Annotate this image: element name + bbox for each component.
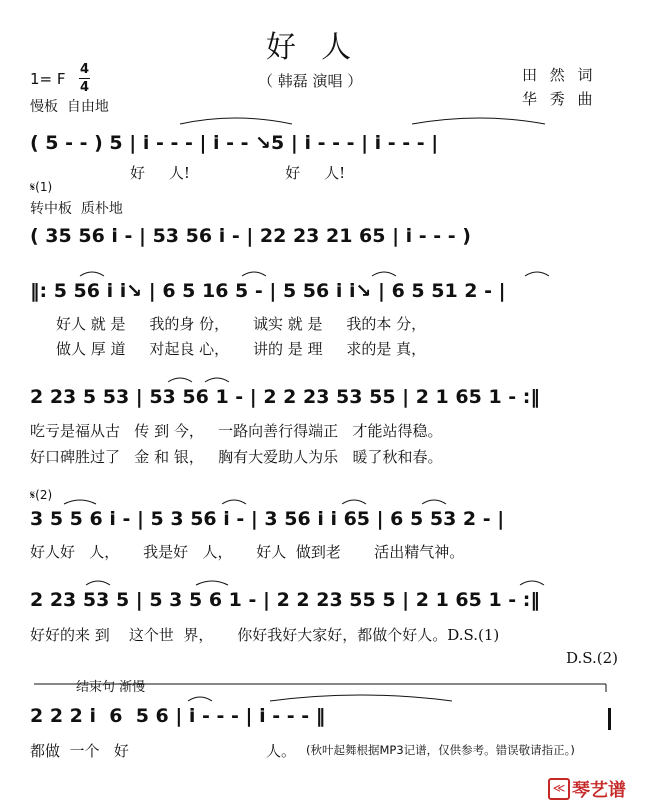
- lyrics-row-3-verse-2: 做人 厚 道 对起良 心， 讲的 是 理 求的是 真，: [56, 340, 427, 358]
- segno-2: 𝄋(2): [30, 488, 53, 502]
- slur-row1-a: [180, 118, 292, 124]
- lyrics-row-4-verse-2: 好口碑胜过了 金 和 银， 胸有大爱助人为乐 暖了秋和春。: [30, 448, 443, 466]
- lyrics-coda: 都做 一个 好: [30, 742, 129, 760]
- slur-row1-b: [412, 118, 545, 124]
- composer: 华 秀 曲: [522, 90, 597, 108]
- slur-row4-b: [205, 378, 229, 382]
- ds-2-marker: D.S.(2): [566, 649, 619, 667]
- tempo-intro: 慢板 自由地: [30, 99, 109, 115]
- slur-row4-a: [168, 378, 192, 382]
- segno-1: 𝄋(1): [30, 180, 53, 194]
- notation-row-3: ‖: 5 56 i i↘ | 6 5 16 5 - | 5 56 i i↘ | 6 5 51 2 - |: [30, 280, 506, 302]
- notation-row-2: ( 35 56 i - | 53 56 i - | 22 23 21 65 | i - - - ): [30, 225, 471, 247]
- lyrics-row-6: 好好的来 到 这个世 界， 你好我好大家好，都做个好人。D.S.(1): [30, 626, 500, 644]
- slur-coda-b: [270, 695, 452, 701]
- slur-row6-c: [520, 581, 544, 585]
- slur-row5-a: [64, 500, 96, 504]
- final-barline: [608, 708, 611, 730]
- watermark-text: 琴艺谱: [572, 780, 626, 801]
- lyrics-row-1: 好 人! 好 人!: [130, 164, 346, 182]
- lyrics-coda-end: 人。: [266, 742, 297, 760]
- notation-row-1: ( 5 - - ) 5 | i - - - | i - - ↘5 | i - - - | i - - - |: [30, 132, 439, 154]
- slur-row3-c: [372, 272, 396, 276]
- tempo-section-1: 转中板 质朴地: [30, 201, 123, 217]
- transcription-note: (秋叶起舞根据MP3记谱，仅供参考。错误敬请指正。): [306, 743, 575, 757]
- lyrics-row-4-verse-1: 吃亏是福从古 传 到 今， 一路向善行得端正 才能站得稳。: [30, 422, 443, 440]
- slur-row3-d: [525, 272, 549, 276]
- slur-row5-c: [342, 500, 366, 504]
- page-title: 好 人: [266, 30, 354, 65]
- notation-row-6: 2 23 53 5 | 5 3 5 6 1 - | 2 2 23 55 5 | 2 1 65 1 - :‖: [30, 589, 540, 611]
- lyricist: 田 然 词: [522, 66, 597, 84]
- slur-coda-a: [188, 697, 212, 701]
- lyrics-row-5: 好人好 人， 我是好 人， 好人 做到老 活出精气神。: [30, 543, 465, 561]
- slur-row5-d: [422, 500, 446, 504]
- slur-row3-a: [80, 272, 104, 276]
- time-signature-bottom: 4: [80, 80, 90, 95]
- slur-row6-b: [196, 581, 228, 585]
- coda-label: 结束句 渐慢: [74, 676, 147, 695]
- slur-row6-a: [86, 581, 110, 585]
- singer-credit: （ 韩磊 演唱 ）: [258, 72, 363, 90]
- time-signature-top: 4: [80, 62, 90, 77]
- lyrics-row-3-verse-1: 好人 就 是 我的身 份， 诚实 就 是 我的本 分，: [56, 315, 427, 333]
- slur-row3-b: [242, 272, 266, 276]
- notation-row-4: 2 23 5 53 | 53 56 1 - | 2 2 23 53 55 | 2 1 65 1 - :‖: [30, 386, 540, 408]
- notation-coda: 2 2 2 i 6 5 6 | i - - - | i - - - ‖: [30, 705, 326, 727]
- slur-row5-b: [222, 500, 246, 504]
- key-signature: 1= F: [30, 70, 66, 88]
- qinyipu-logo-icon: ≪: [548, 778, 570, 800]
- notation-row-5: 3 5 5 6 i - | 5 3 56 i - | 3 56 i i 65 | 6 5 53 2 - |: [30, 508, 505, 530]
